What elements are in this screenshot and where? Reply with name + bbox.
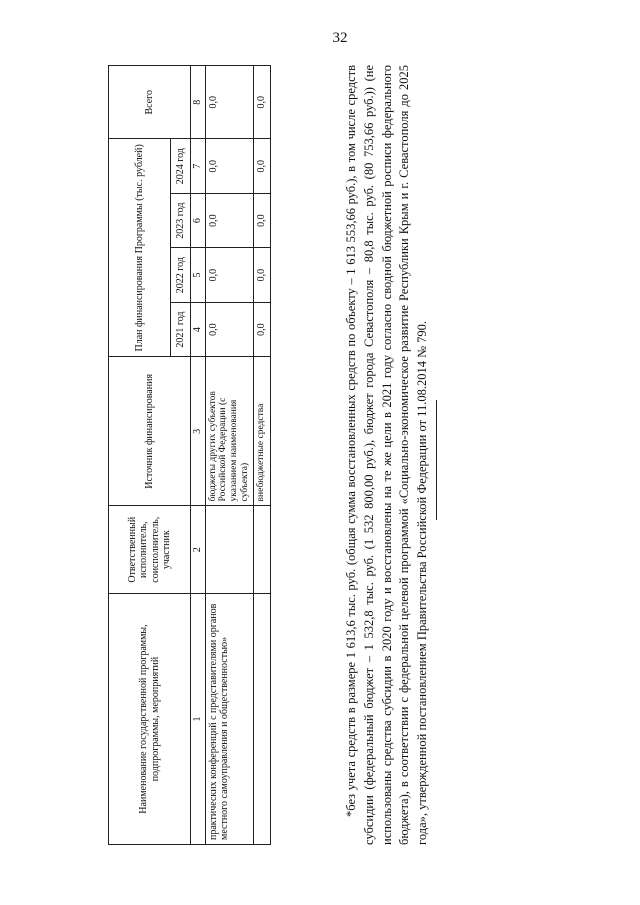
row-executor (254, 506, 271, 594)
column-number: 4 (191, 302, 206, 356)
page-number: 32 (332, 30, 348, 46)
financing-table (108, 65, 271, 845)
column-number: 2 (191, 506, 206, 594)
column-number: 8 (191, 66, 206, 139)
column-number: 3 (191, 357, 206, 506)
column-number: 7 (191, 139, 206, 193)
row-total: 0,0 (205, 66, 254, 139)
row-name (254, 594, 271, 845)
row-value-2021: 0,0 (254, 302, 271, 356)
column-number-row (191, 66, 206, 845)
header-year-2024: 2024 год (171, 139, 191, 193)
footnote (343, 65, 432, 845)
footnote-text: *без учета средств в размере 1 613,6 тыс. руб. (общая сумма восстановленных средств по объекту – 1 613 553,66 руб.), в том числе средств субсидии (федеральный бюджет – 1 532,8 тыс. руб. (1 532 800,00 руб.), бюджет города Севастополя – 80,8 тыс. руб. (80 753,66 руб.)) (не использованы средства субсидии в 2020 году и восстановлены на те же цели в 2021 году согласно сводной бюджетной росписи федерального бюджета), в соответствии с федеральной целевой программой «Социально-экономическое развитие Республики Крым и г. Севастополя до 2025 года», утвержденной постановлением Правительства Российской Федерации от 11.08.2014 № 790. (344, 65, 429, 845)
row-name: практических конференций с представителями органов местного самоуправления и общественностью» (205, 594, 254, 845)
header-plan: План финансирования Программы (тыс. рублей) (109, 139, 171, 357)
row-value-2023: 0,0 (205, 193, 254, 247)
row-value-2022: 0,0 (205, 248, 254, 302)
header-year-2022: 2022 год (171, 248, 191, 302)
header-source: Источник финансирования (109, 357, 191, 506)
header-total: Всего (109, 66, 191, 139)
header-year-2021: 2021 год (171, 302, 191, 356)
separator-line (436, 400, 437, 520)
table-header-row (109, 66, 171, 845)
row-value-2022: 0,0 (254, 248, 271, 302)
header-name: Наименование государственной программы, подпрограммы, мероприятий (109, 594, 191, 845)
row-total: 0,0 (254, 66, 271, 139)
row-source: бюджеты других субъектов Российской Федерации (с указанием наименования субъекта) (205, 357, 254, 506)
table-row (205, 66, 254, 845)
row-source: внебюджетные средства (254, 357, 271, 506)
header-year-2023: 2023 год (171, 193, 191, 247)
row-value-2024: 0,0 (254, 139, 271, 193)
column-number: 1 (191, 594, 206, 845)
table-row (254, 66, 271, 845)
row-value-2023: 0,0 (254, 193, 271, 247)
row-executor (205, 506, 254, 594)
row-value-2021: 0,0 (205, 302, 254, 356)
header-executor: Ответственный исполнитель, соисполнитель, участник (109, 506, 191, 594)
column-number: 5 (191, 248, 206, 302)
column-number: 6 (191, 193, 206, 247)
rotated-page-content (108, 65, 518, 845)
row-value-2024: 0,0 (205, 139, 254, 193)
